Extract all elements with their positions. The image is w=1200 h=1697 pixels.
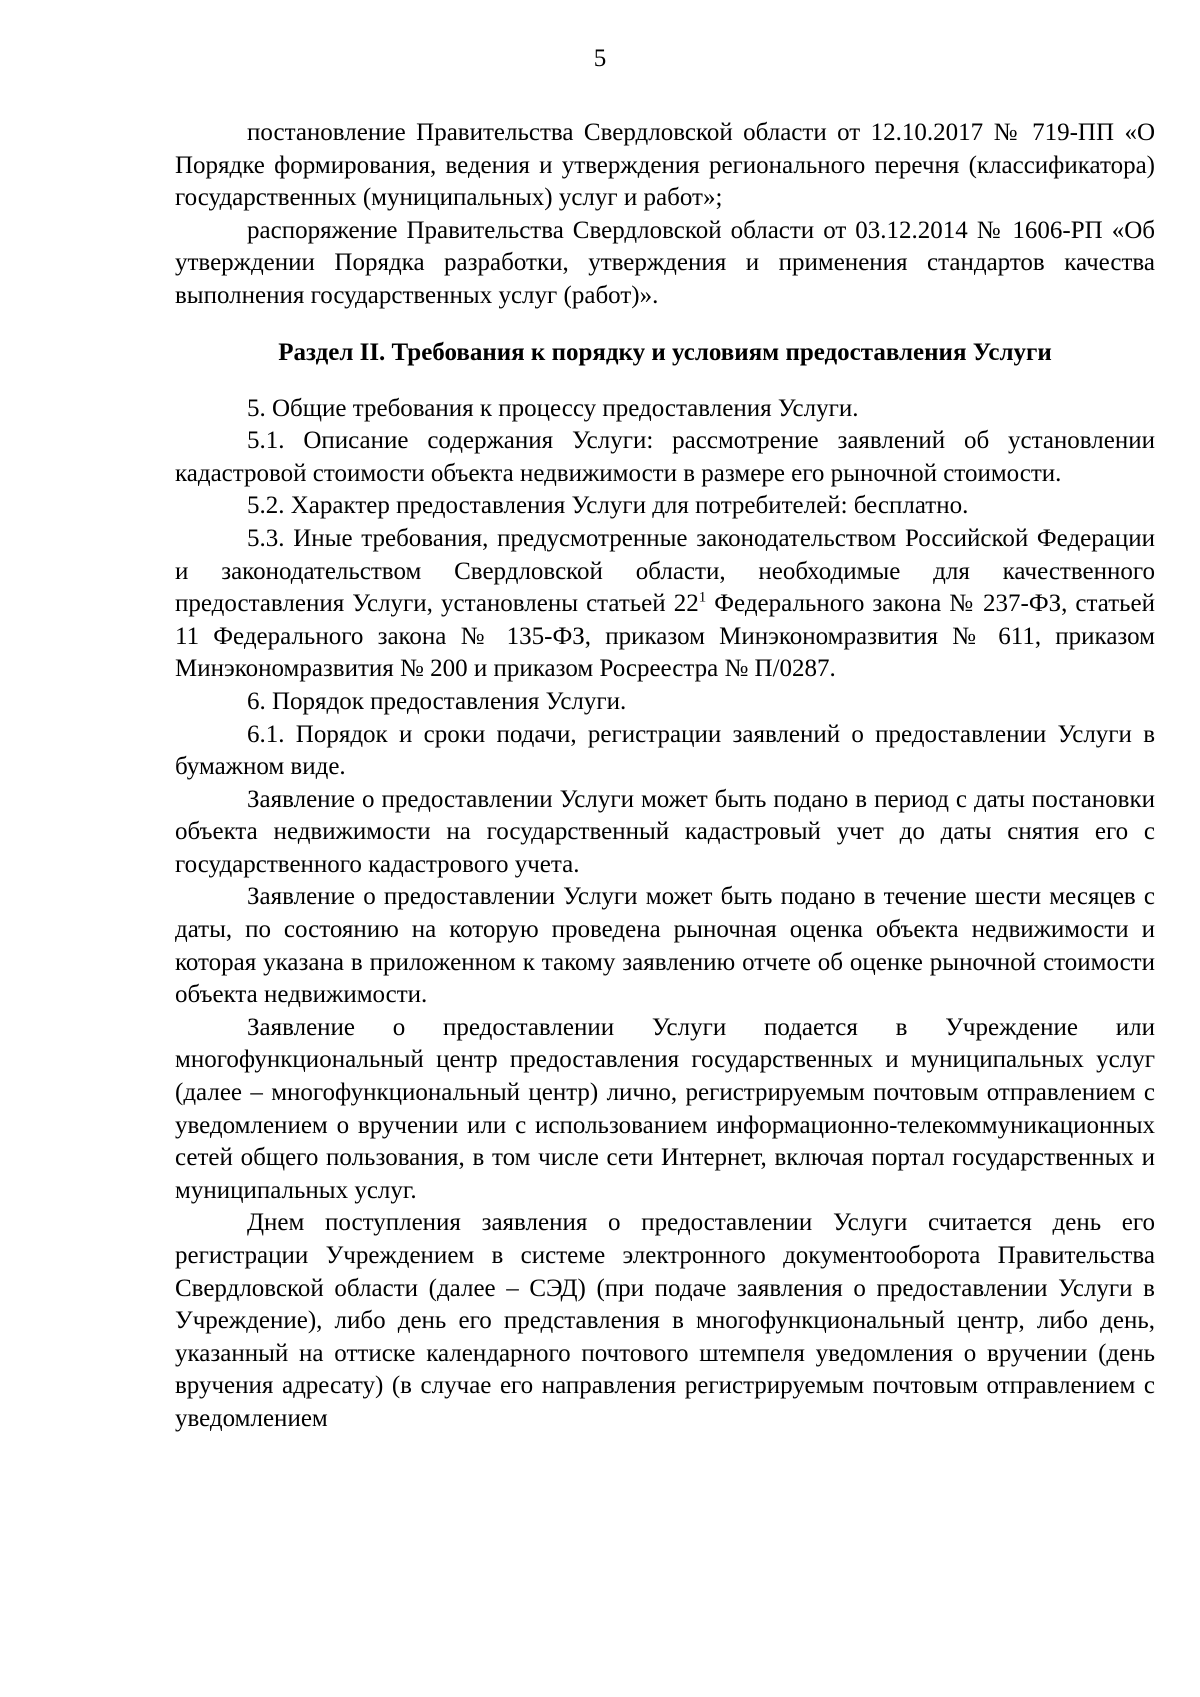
paragraph-6-1: 6.1. Порядок и сроки подачи, регистрации заявлений о предоставлении Услуги в бумажном виде. <box>175 720 1155 781</box>
paragraph-order-1606: распоряжение Правительства Свердловской области от 03.12.2014 № 1606-РП «Об утверждении Порядка разработки, утверждения и применения стандартов качества выполнения государственных услуг (работ)». <box>175 216 1155 309</box>
paragraph-application-period-registration: Заявление о предоставлении Услуги может быть подано в период с даты постановки объекта недвижимости на государственный кадастровый учет до даты снятия его с государственного кадастрового учета. <box>175 785 1155 878</box>
paragraph-5-2: 5.2. Характер предоставления Услуги для потребителей: бесплатно. <box>247 492 969 520</box>
paragraph-5-3-text-end: Федерального закона № 237-ФЗ, статьей 11 Федерального закона № 135-ФЗ, приказом Минэкономразвития № 611, приказом Минэкономразвития № 200 и приказом Росреестра № П/0287. <box>175 590 1156 683</box>
paragraph-application-period-six-months: Заявление о предоставлении Услуги может быть подано в течение шести месяцев с даты, по состоянию на которую проведена рыночная оценка объекта недвижимости и которая указана в приложенном к такому заявлению отчете об оценке рыночной стоимости объекта недвижимости. <box>175 883 1155 1009</box>
section-heading: Раздел II. Требования к порядку и условиям предоставления Услуги <box>278 338 1052 366</box>
page-number: 5 <box>593 45 607 72</box>
paragraph-5-1: 5.1. Описание содержания Услуги: рассмотрение заявлений об установлении кадастровой стоимости объекта недвижимости в размере его рыночной стоимости. <box>175 427 1155 487</box>
paragraph-5: 5. Общие требования к процессу предоставления Услуги. <box>247 394 859 422</box>
paragraph-6: 6. Порядок предоставления Услуги. <box>247 687 627 715</box>
superscript-article-index: 1 <box>698 589 707 606</box>
paragraph-application-submission: Заявление о предоставлении Услуги подается в Учреждение или многофункциональный центр предоставления государственных и муниципальных услуг (далее – многофункциональный центр) лично, регистрируемым почтовым отправлением с уведомлением о вручении или с использованием информационно-телекоммуникационных сетей общего пользования, в том числе сети Интернет, включая портал государственных и муниципальных услуг. <box>175 1013 1155 1204</box>
document-body <box>175 117 1155 1436</box>
paragraph-regulation-719: постановление Правительства Свердловской области от 12.10.2017 № 719-ПП «О Порядке формирования, ведения и утверждения регионального перечня (классификатора) государственных (муниципальных) услуг и работ»; <box>175 119 1155 212</box>
paragraph-5-3 <box>175 523 1155 686</box>
paragraph-application-receipt-date: Днем поступления заявления о предоставлении Услуги считается день его регистрации Учреждением в системе электронного документооборота Правительства Свердловской области (далее – СЭД) (при подаче заявления о предоставлении Услуги в Учреждение), либо день его представления в многофункциональный центр, либо день, указанный на оттиске календарного почтового штемпеля уведомления о вручении (день вручения адресату) (в случае его направления регистрируемым почтовым отправлением с уведомлением <box>175 1209 1155 1432</box>
paragraph-5-3-text-start: 5.3. Иные требования, предусмотренные законодательством Российской Федерации и законодательством Свердловской области, необходимые для качественного предоставления Услуги, установлены статьей 22 <box>175 524 1155 618</box>
